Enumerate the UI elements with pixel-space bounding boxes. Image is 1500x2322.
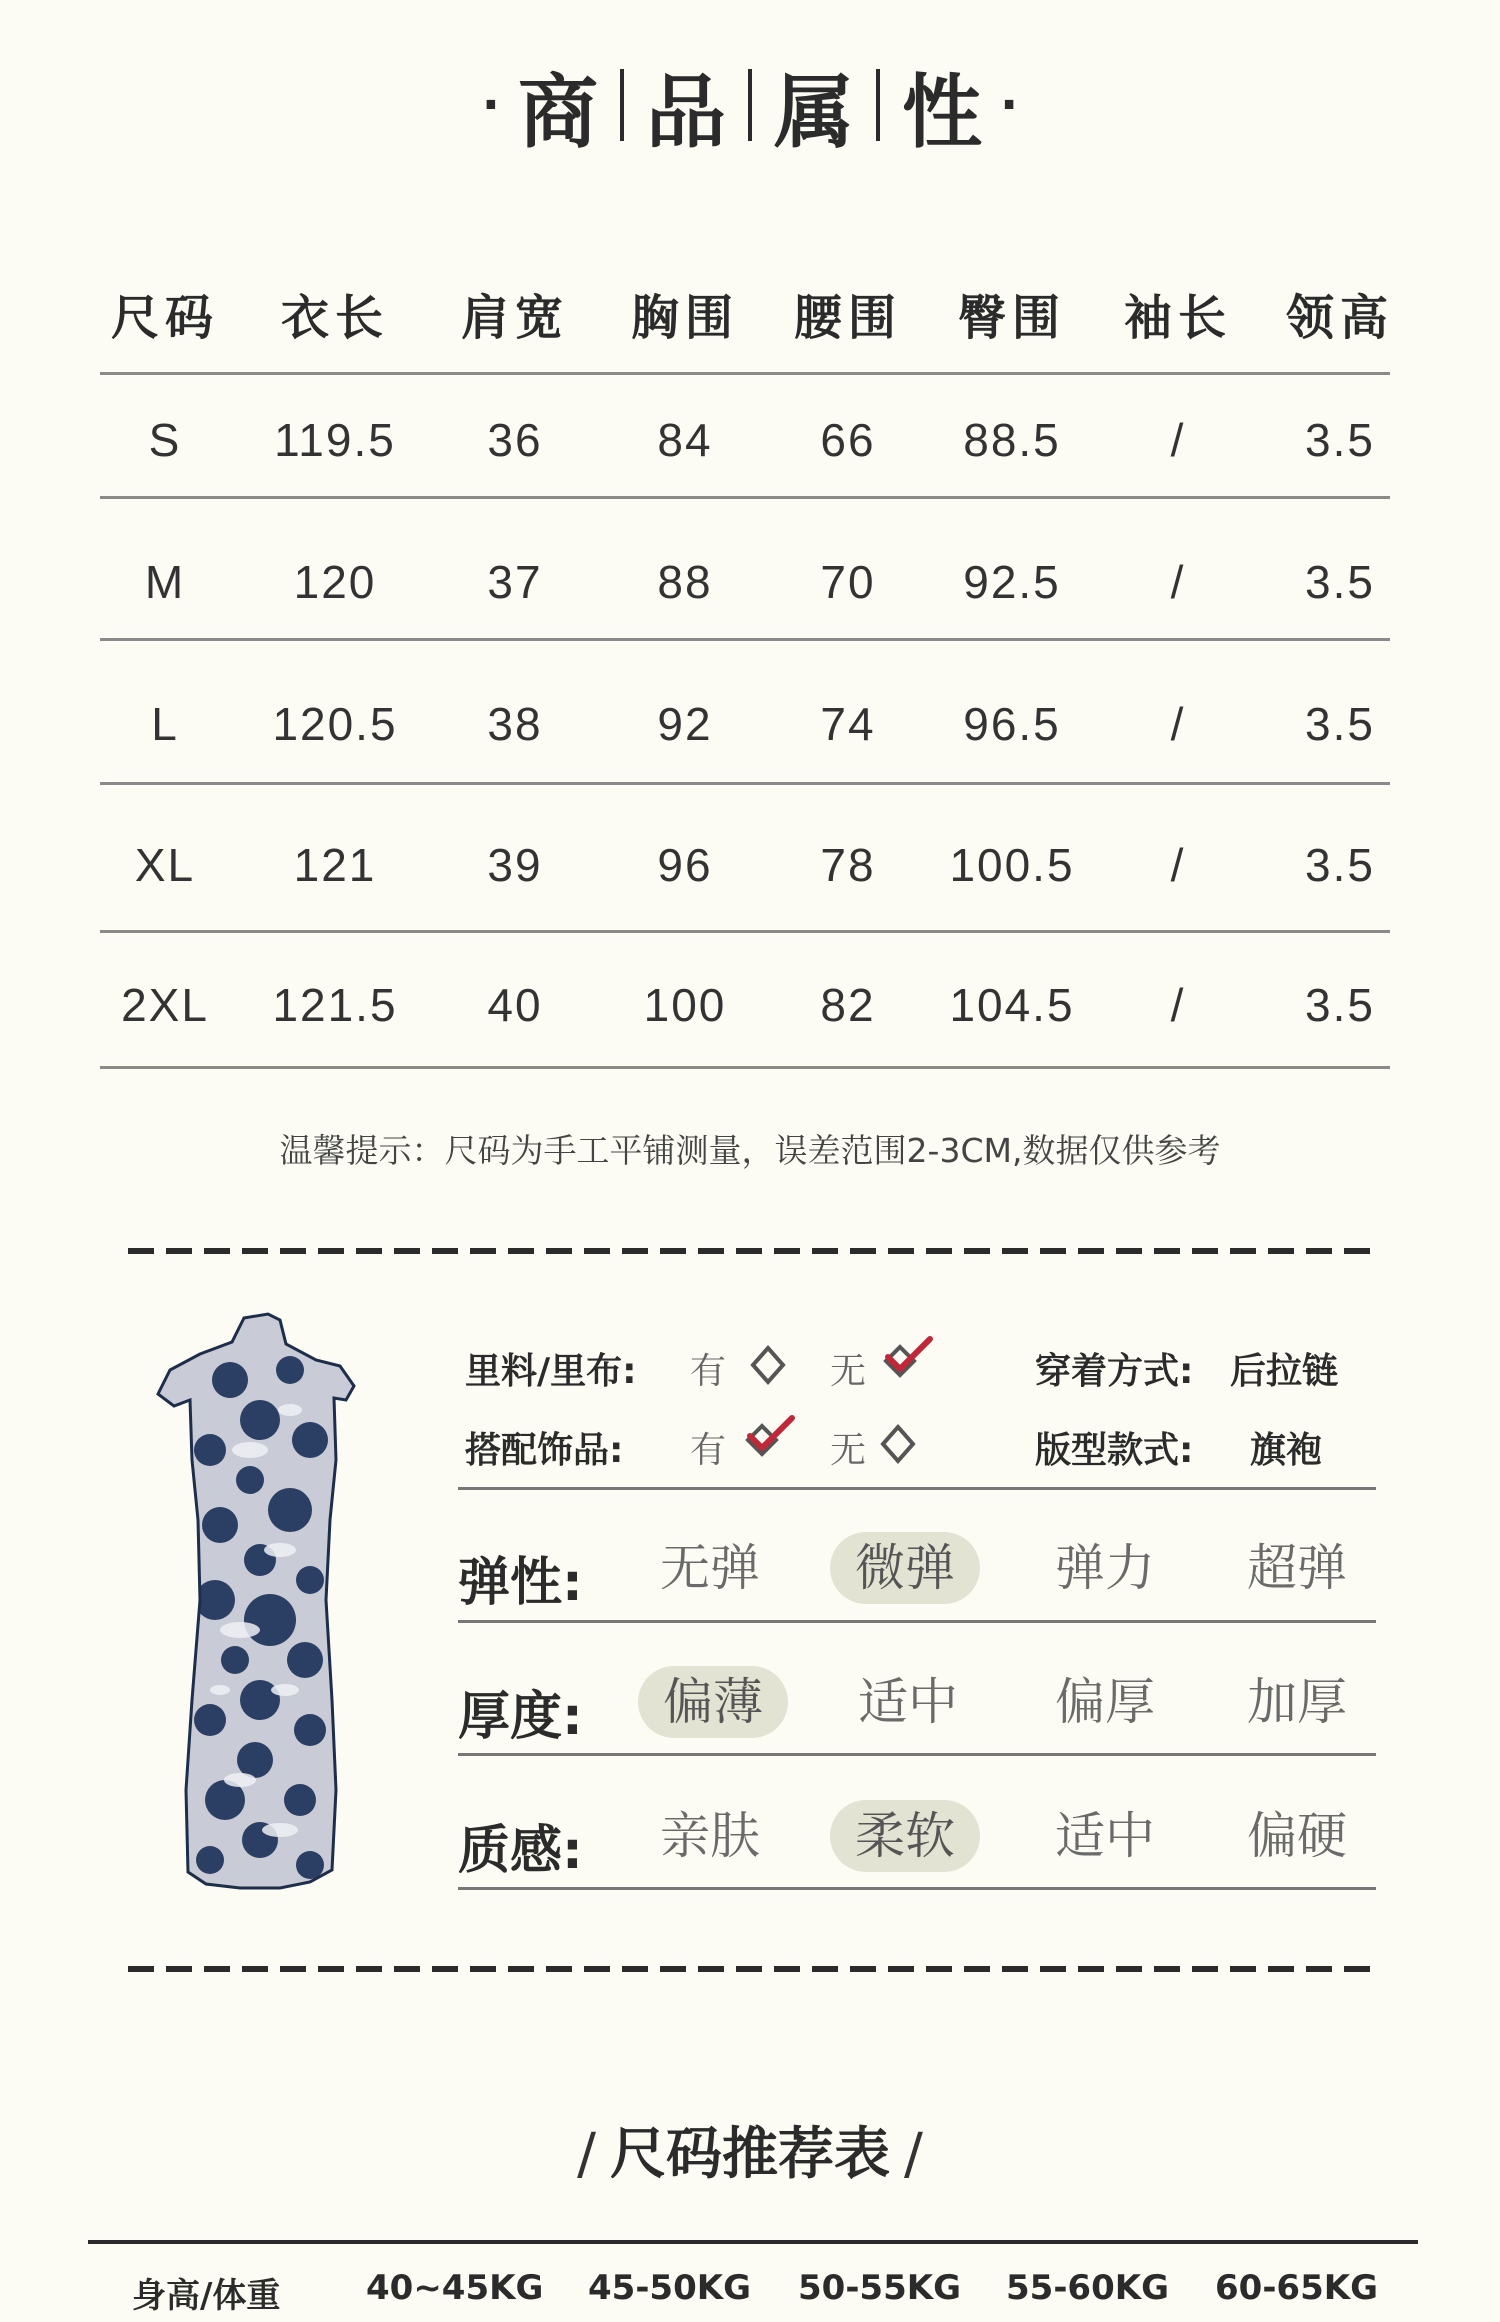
recommend-header-cell: 60-65KG [1215,2268,1378,2308]
attr-divider [458,1753,1376,1756]
title-separator [620,69,624,141]
header-cell: 臀围 [957,290,1066,346]
texture-option: 适中 [1055,1807,1155,1865]
table-divider [100,638,1390,641]
cell-shoulder: 40 [487,979,543,1031]
empty-diamond-icon [875,1421,921,1467]
recommend-title-text: 尺码推荐表 [610,2122,890,2187]
cell-bust: 88 [657,556,713,608]
texture-option-selected: 柔软 [830,1800,980,1872]
dashed-divider [128,1966,1370,1972]
cell-size: L [151,698,179,750]
header-cell: 领高 [1285,290,1394,346]
header-cell: 肩宽 [460,290,569,346]
cell-length: 121 [293,839,377,891]
lining-yes-option: 有 [690,1351,727,1392]
accessories-no-option: 无 [830,1430,867,1471]
title-char: 性 [902,65,982,159]
cell-shoulder: 39 [487,839,543,891]
recommend-header-cell: 50-55KG [798,2268,961,2308]
cell-collar: 3.5 [1305,414,1375,466]
cell-waist: 78 [820,839,876,891]
cell-sleeve: / [1170,979,1186,1031]
checked-diamond-icon [740,1412,800,1458]
elasticity-option: 弹力 [1055,1539,1155,1597]
table-divider [100,496,1390,499]
table-divider [100,930,1390,933]
cell-collar: 3.5 [1305,698,1375,750]
title-char: 品 [646,65,726,159]
cell-size: S [148,414,182,466]
cell-hip: 92.5 [963,556,1061,608]
header-cell: 胸围 [630,290,739,346]
cell-bust: 96 [657,839,713,891]
header-cell: 袖长 [1123,290,1232,346]
recommend-header-cell: 55-60KG [1006,2268,1169,2308]
table-divider [100,782,1390,785]
title-separator [876,69,880,141]
table-divider [100,372,1390,375]
cell-waist: 66 [820,414,876,466]
cell-size: XL [134,839,196,891]
cell-size: 2XL [121,979,209,1031]
cell-collar: 3.5 [1305,839,1375,891]
cell-sleeve: / [1170,698,1186,750]
title-dot-right: · [1000,77,1019,133]
cell-sleeve: / [1170,839,1186,891]
thickness-option: 偏厚 [1055,1673,1155,1731]
cell-collar: 3.5 [1305,556,1375,608]
cell-shoulder: 37 [487,556,543,608]
thickness-option: 适中 [858,1673,958,1731]
checked-diamond-icon [878,1333,938,1379]
cell-size: M [144,556,186,608]
cell-hip: 88.5 [963,414,1061,466]
cell-collar: 3.5 [1305,979,1375,1031]
cell-length: 120 [293,556,377,608]
cell-sleeve: / [1170,414,1186,466]
attr-divider [458,1887,1376,1890]
style-value: 旗袍 [1250,1430,1323,1471]
page-title [0,40,1500,170]
recommend-divider [88,2240,1418,2244]
elasticity-option: 超弹 [1247,1539,1347,1597]
recommend-header-cell: 身高/体重 [132,2276,281,2316]
qipao-dress-image [140,1310,380,1900]
accessories-yes-option: 有 [690,1430,727,1471]
cell-hip: 100.5 [949,839,1075,891]
thickness-label: 厚度: [458,1687,583,1747]
accessories-label: 搭配饰品: [465,1430,624,1471]
elasticity-option-selected: 微弹 [830,1532,980,1604]
title-separator [748,69,752,141]
cell-waist: 82 [820,979,876,1031]
cell-waist: 70 [820,556,876,608]
cell-hip: 104.5 [949,979,1075,1031]
cell-length: 121.5 [272,979,398,1031]
cell-waist: 74 [820,698,876,750]
cell-shoulder: 38 [487,698,543,750]
title-slash: / [904,2122,923,2187]
cell-sleeve: / [1170,556,1186,608]
cell-hip: 96.5 [963,698,1061,750]
table-divider [100,1066,1390,1069]
wear-method-label: 穿着方式: [1035,1351,1194,1392]
title-dot-left: · [481,77,500,133]
header-cell: 腰围 [793,290,902,346]
thickness-option: 加厚 [1247,1673,1347,1731]
wear-method-value: 后拉链 [1230,1351,1339,1392]
thickness-option-selected: 偏薄 [638,1666,788,1738]
lining-label: 里料/里布: [465,1351,637,1392]
title-char: 属 [774,65,854,159]
cell-bust: 100 [643,979,727,1031]
title-char: 商 [518,65,598,159]
elasticity-option: 无弹 [660,1539,760,1597]
lining-no-option: 无 [830,1351,867,1392]
texture-label: 质感: [458,1821,583,1881]
attr-divider [458,1620,1376,1623]
recommend-header-cell: 45-50KG [588,2268,751,2308]
recommend-header-cell: 40~45KG [366,2268,544,2308]
header-cell: 尺码 [110,290,219,346]
empty-diamond-icon [745,1342,791,1388]
texture-option: 亲肤 [660,1807,760,1865]
cell-length: 119.5 [274,414,396,466]
elasticity-label: 弹性: [458,1553,583,1613]
cell-bust: 92 [657,698,713,750]
cell-length: 120.5 [272,698,398,750]
attr-divider [458,1487,1376,1490]
style-label: 版型款式: [1035,1430,1194,1471]
header-cell: 衣长 [280,290,389,346]
cell-bust: 84 [657,414,713,466]
measurement-tip: 温馨提示：尺码为手工平铺测量，误差范围2-3CM,数据仅供参考 [279,1131,1221,1170]
cell-shoulder: 36 [487,414,543,466]
title-slash: / [577,2122,596,2187]
texture-option: 偏硬 [1247,1807,1347,1865]
dashed-divider [128,1248,1370,1254]
recommend-title [0,2110,1500,2190]
